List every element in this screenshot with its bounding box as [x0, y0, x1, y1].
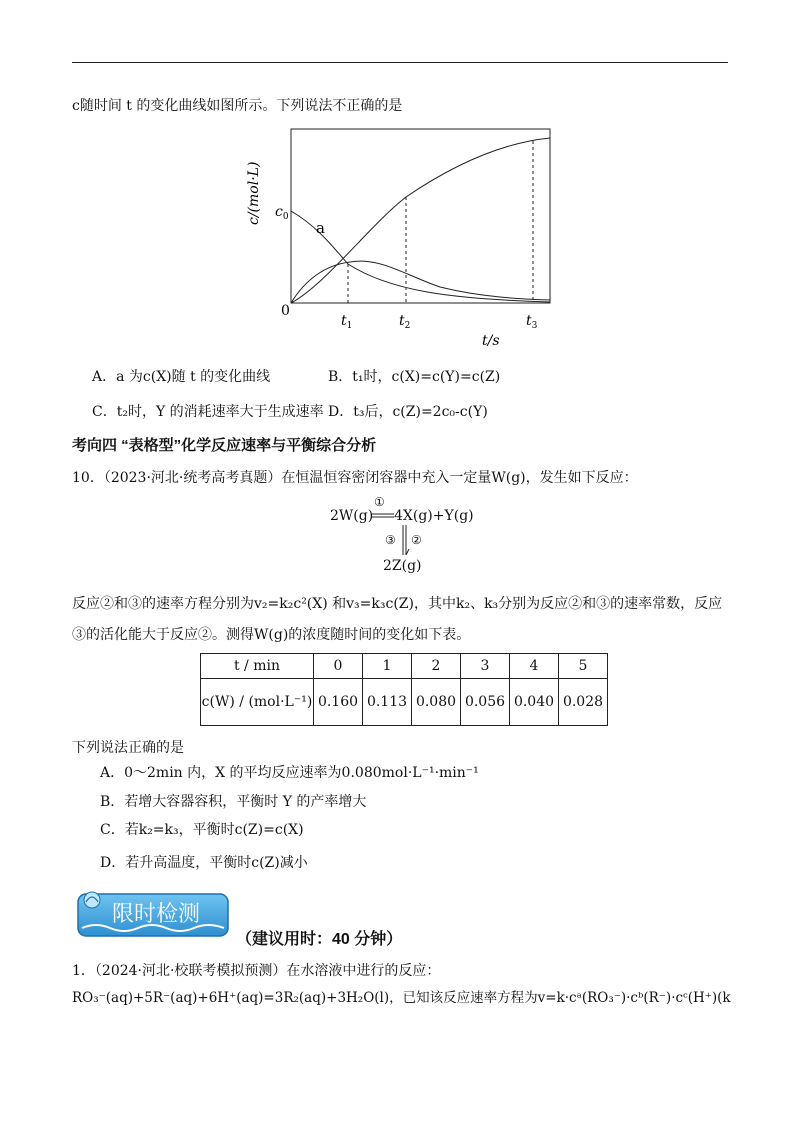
- table-time-cell: 0: [314, 654, 363, 679]
- q9-option-c: C．t₂时，Y 的消耗速率大于生成速率: [92, 404, 324, 420]
- t1-label: $t_1$: [341, 313, 353, 331]
- eq-arrow: [372, 512, 394, 520]
- header-rule: [72, 62, 728, 63]
- eq-reactant: 2W(g): [330, 508, 374, 524]
- eq-z: 2Z(g): [383, 558, 422, 574]
- eq-circle-1: ①: [374, 495, 385, 509]
- q10-option-d: D．若升高温度，平衡时c(Z)减小: [100, 855, 308, 871]
- q9-option-b: B．t₁时，c(X)=c(Y)=c(Z): [328, 369, 501, 385]
- eq-vertical-arrows: [400, 525, 410, 557]
- y-axis-label: c/(mol·L): [246, 161, 262, 225]
- t2-label: $t_2$: [399, 313, 411, 331]
- table-value-cell: 0.080: [412, 679, 461, 726]
- table-value-cell: 0.056: [461, 679, 510, 726]
- section-heading: 考向四 “表格型”化学反应速率与平衡综合分析: [72, 437, 377, 454]
- table-value-cell: 0.113: [363, 679, 412, 726]
- table-time-cell: 2: [412, 654, 461, 679]
- q10-option-a: A．0～2min 内，X 的平均反应速率为0.080mol·L⁻¹·min⁻¹: [100, 765, 479, 781]
- table-time-cell: 4: [510, 654, 559, 679]
- eq-products: 4X(g)+Y(g): [394, 508, 474, 524]
- table-time-cell: 3: [461, 654, 510, 679]
- q10-option-c: C．若k₂=k₃，平衡时c(Z)=c(X): [100, 822, 304, 838]
- eq-circle-2: ②: [411, 533, 422, 547]
- curve-a-x: [291, 211, 550, 302]
- q9-option-a: A．a 为c(X)随 t 的变化曲线: [92, 369, 271, 385]
- x-axis-label: t/s: [482, 333, 500, 349]
- q10-prompt: 下列说法正确的是: [72, 740, 184, 756]
- curve-a-label: a: [316, 219, 325, 237]
- eq-circle-3: ③: [385, 533, 396, 547]
- origin-label: 0: [281, 303, 290, 319]
- t3-label: $t_3$: [526, 313, 538, 331]
- q9-option-d: D．t₃后，c(Z)=2c₀-c(Y): [328, 404, 488, 420]
- q1-equation: RO₃⁻(aq)+5R⁻(aq)+6H⁺(aq)=3R₂(aq)+3H₂O(l)，已知该反应速率方程为v=k·cᵃ(RO₃⁻)·cᵇ(R⁻)·cᶜ(H⁺)(k: [72, 990, 731, 1006]
- table-value-cell: 0.040: [510, 679, 559, 726]
- badge-subtitle: （建议用时：40 分钟）: [236, 931, 403, 948]
- table-time-cell: 5: [559, 654, 608, 679]
- table-value-cell: 0.028: [559, 679, 608, 726]
- question-intro: c随时间 t 的变化曲线如图所示。下列说法不正确的是: [72, 98, 403, 114]
- q1-stem: 1．（2024·河北·校联考模拟预测）在水溶液中进行的反应：: [72, 963, 441, 979]
- q10-rate-text: 反应②和③的速率方程分别为v₂=k₂c²(X) 和v₃=k₃c(Z)，其中k₂、k₃分别为反应②和③的速率常数，反应: [72, 596, 723, 612]
- concentration-time-chart: [230, 125, 570, 385]
- curve-y: [291, 261, 550, 303]
- q10-rate-text-2: ③的活化能大于反应②。测得W(g)的浓度随时间的变化如下表。: [72, 627, 471, 643]
- plot-frame: [291, 129, 550, 303]
- table-time-cell: 1: [363, 654, 412, 679]
- table-header-conc: c(W) / (mol·L⁻¹): [201, 679, 314, 726]
- badge-title: 限时检测: [112, 901, 201, 926]
- concentration-table: [200, 653, 608, 726]
- q10-stem: 10．（2023·河北·统考高考真题）在恒温恒容密闭容器中充入一定量W(g)，发生如下反应：: [72, 470, 638, 486]
- curve-z: [291, 138, 550, 303]
- table-header-time: t / min: [201, 654, 314, 679]
- c0-label: $c_0$: [275, 204, 289, 222]
- table-value-cell: 0.160: [314, 679, 363, 726]
- q10-option-b: B．若增大容器容积，平衡时 Y 的产率增大: [100, 794, 367, 810]
